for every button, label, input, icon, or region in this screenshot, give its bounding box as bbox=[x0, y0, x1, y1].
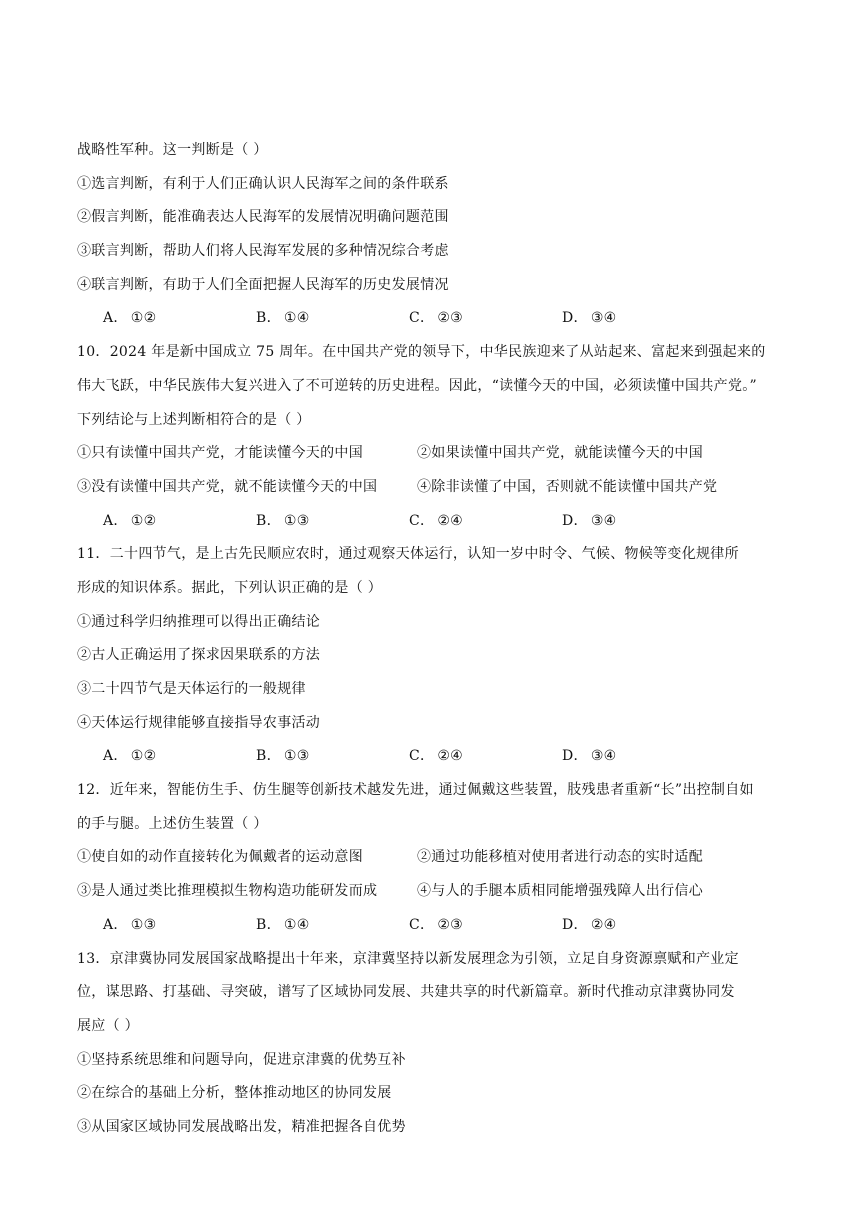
q10-option-a[interactable]: A． ①② bbox=[103, 512, 157, 529]
q9-options bbox=[77, 302, 787, 336]
q12-options bbox=[77, 909, 787, 943]
q12-item-2: ②通过功能移植对使用者进行动态的实时适配 bbox=[417, 849, 703, 866]
q11-item-1: ①通过科学归纳推理可以得出正确结论 bbox=[77, 613, 321, 630]
q9-option-c[interactable]: C． ②③ bbox=[409, 310, 464, 327]
q11-item-3: ③二十四节气是天体运行的一般规律 bbox=[77, 681, 306, 697]
q10-option-c[interactable]: C． ②④ bbox=[409, 512, 464, 529]
q10-option-b[interactable]: B． ①③ bbox=[256, 512, 310, 529]
q12-option-c[interactable]: C． ②③ bbox=[409, 916, 464, 933]
q13-item-3: ③从国家区域协同发展战略出发，精准把握各自优势 bbox=[77, 1118, 406, 1135]
q12-stem-line-1: 12．近年来，智能仿生手、仿生腿等创新技术越发先进，通过佩戴这些装置，肢残患者重新“长”出控制自如 bbox=[77, 782, 754, 799]
q10-item-2: ②如果读懂中国共产党，就能读懂今天的中国 bbox=[417, 445, 703, 462]
q10-stem-line-3: 下列结论与上述判断相符合的是（ ） bbox=[77, 411, 311, 428]
q12-option-d[interactable]: D． ②④ bbox=[562, 916, 617, 933]
q9-option-d[interactable]: D． ③④ bbox=[562, 310, 617, 327]
q13-item-2: ②在综合的基础上分析，整体推动地区的协同发展 bbox=[77, 1085, 392, 1102]
q9-option-b[interactable]: B． ①④ bbox=[256, 310, 310, 327]
q9-item-1: ①选言判断，有利于人们正确认识人民海军之间的条件联系 bbox=[77, 175, 449, 192]
q10-options bbox=[77, 505, 787, 539]
q13-stem-line-1: 13．京津冀协同发展国家战略提出十年来，京津冀坚持以新发展理念为引领，立足自身资源禀赋和产业定 bbox=[77, 950, 739, 967]
q10-stem-line-2: 伟大飞跃，中华民族伟大复兴进入了不可逆转的历史进程。因此，“读懂今天的中国，必须读懂中国共产党。” bbox=[77, 377, 758, 394]
q12-items-row-1 bbox=[77, 841, 787, 875]
q9-stem-tail: 战略性军种。这一判断是（ ） bbox=[77, 142, 268, 158]
q10-option-d[interactable]: D． ③④ bbox=[562, 512, 617, 529]
q10-item-1: ①只有读懂中国共产党，才能读懂今天的中国 bbox=[77, 445, 363, 462]
q11-stem-line-1: 11．二十四节气，是上古先民顺应农时，通过观察天体运行，认知一岁中时令、气候、物候等变化规律所 bbox=[77, 546, 739, 563]
q11-option-c[interactable]: C． ②④ bbox=[409, 748, 464, 765]
q9-item-2: ②假言判断，能准确表达人民海军的发展情况明确问题范围 bbox=[77, 209, 449, 226]
question-content bbox=[77, 134, 787, 1145]
q11-stem-line-2: 形成的知识体系。据此，下列认识正确的是（ ） bbox=[77, 579, 383, 596]
q12-item-3: ③是人通过类比推理模拟生物构造功能研发而成 bbox=[77, 883, 378, 900]
q12-option-b[interactable]: B． ①④ bbox=[256, 916, 310, 933]
q11-option-b[interactable]: B． ①③ bbox=[256, 748, 310, 765]
q11-option-a[interactable]: A． ①② bbox=[103, 748, 157, 765]
q10-item-4: ④除非读懂了中国，否则就不能读懂中国共产党 bbox=[417, 478, 718, 495]
q10-items-row-2 bbox=[77, 471, 787, 505]
q13-stem-line-2: 位，谋思路、打基础、寻突破，谱写了区域协同发展、共建共享的时代新篇章。新时代推动京津冀协同发 bbox=[77, 984, 735, 1001]
q13-item-1: ①坚持系统思维和问题导向，促进京津冀的优势互补 bbox=[77, 1051, 406, 1068]
q12-stem-line-2: 的手与腿。上述仿生装置（ ） bbox=[77, 815, 268, 832]
q12-item-4: ④与人的手腿本质相同能增强残障人出行信心 bbox=[417, 883, 703, 900]
q10-items-row-1 bbox=[77, 437, 787, 471]
q9-item-4: ④联言判断，有助于人们全面把握人民海军的历史发展情况 bbox=[77, 276, 449, 293]
q10-item-3: ③没有读懂中国共产党，就不能读懂今天的中国 bbox=[77, 478, 378, 495]
q10-stem-line-1: 10．2024 年是新中国成立 75 周年。在中国共产党的领导下，中华民族迎来了从站起来、富起来到强起来的 bbox=[77, 344, 766, 361]
q9-item-3: ③联言判断，帮助人们将人民海军发展的多种情况综合考虑 bbox=[77, 243, 449, 260]
q11-item-4: ④天体运行规律能够直接指导农事活动 bbox=[77, 714, 321, 731]
q9-option-a[interactable]: A． ①② bbox=[103, 310, 157, 327]
q11-option-d[interactable]: D． ③④ bbox=[562, 748, 617, 765]
q12-option-a[interactable]: A． ①③ bbox=[103, 916, 157, 933]
q12-item-1: ①使自如的动作直接转化为佩戴者的运动意图 bbox=[77, 849, 363, 866]
q11-item-2: ②古人正确运用了探求因果联系的方法 bbox=[77, 647, 321, 664]
q13-stem-line-3: 展应（ ） bbox=[77, 1017, 139, 1034]
q12-items-row-2 bbox=[77, 875, 787, 909]
q11-options bbox=[77, 740, 787, 774]
